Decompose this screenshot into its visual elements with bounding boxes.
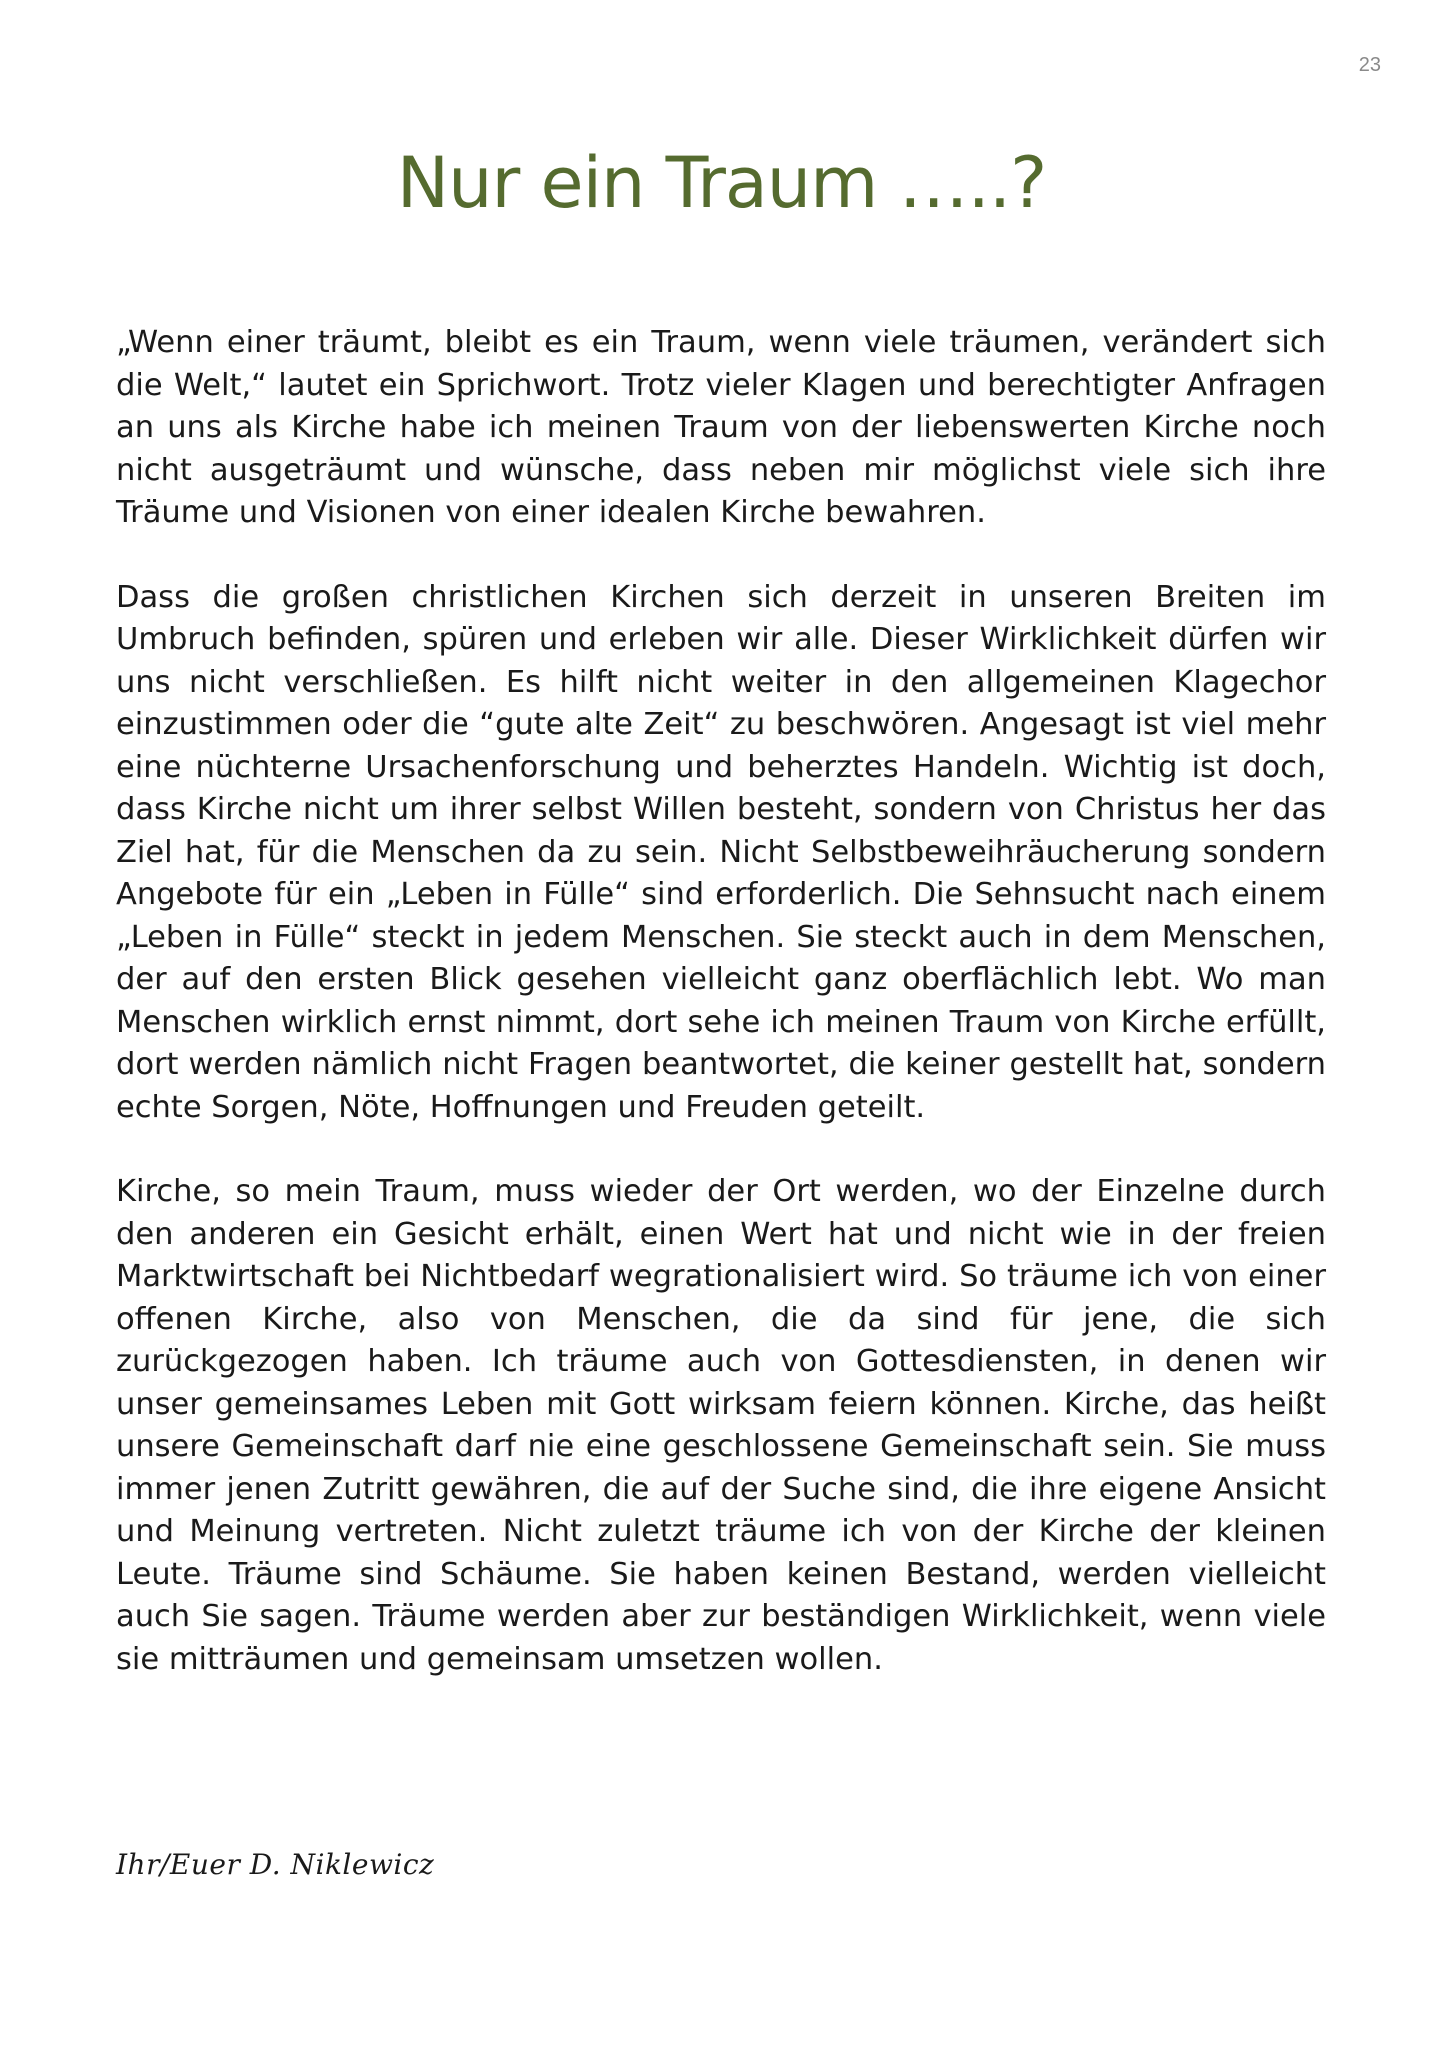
paragraph-2: Dass die großen christlichen Kirchen sich derzeit in unseren Breiten im Umbruch befinden, spüren und erleben wir alle. Dieser Wirklichkeit dürfen wir uns nicht verschließen. Es hilft nicht weiter in den allgemeinen Klagechor einzustimmen oder die “gute alte Zeit“ zu beschwören. Angesagt ist viel mehr eine nüchterne Ursachenforschung und beherztes Handeln. Wichtig ist doch, dass Kirche nicht um ihrer selbst Willen besteht, sondern von Christus her das Ziel hat, für die Menschen da zu sein. Nicht Selbstbeweihräucherung sondern Angebote für ein „Leben in Fülle“ sind erforderlich. Die Sehnsucht nach einem „Leben in Fülle“ steckt in jedem Menschen. Sie steckt auch in dem Menschen, der auf den ersten Blick gesehen vielleicht ganz oberflächlich lebt. Wo man Menschen wirklich ernst nimmt, dort sehe ich meinen Traum von Kirche erfüllt, dort werden nämlich nicht Fragen beantwortet, die keiner gestellt hat, sondern echte Sorgen, Nöte, Hoffnungen und Freuden geteilt. (116, 579, 1326, 1125)
page-number: 23 (1358, 54, 1381, 76)
paragraph-1: „Wenn einer träumt, bleibt es ein Traum, wenn viele träumen, verändert sich die Welt,“ lautet ein Sprichwort. Trotz vieler Klagen und berechtigter Anfragen an uns als Kirche habe ich meinen Traum von der liebenswerten Kirche noch nicht ausgeträumt und wünsche, dass neben mir möglichst viele sich ihre Träume und Visionen von einer idealen Kirche bewahren. (116, 325, 1326, 530)
article-body (116, 322, 1326, 1723)
author-signature: Ihr/Euer D. Niklewicz (116, 1848, 435, 1881)
page-title: Nur ein Traum …..? (396, 142, 1047, 224)
paragraph-3: Kirche, so mein Traum, muss wieder der Ort werden, wo der Einzelne durch den anderen ein Gesicht erhält, einen Wert hat und nicht wie in der freien Marktwirtschaft bei Nichtbedarf wegrationalisiert wird. So träume ich von einer offenen Kirche, also von Menschen, die da sind für jene, die sich zurückgezogen haben. Ich träume auch von Gottesdiensten, in denen wir unser gemeinsames Leben mit Gott wirksam feiern können. Kirche, das heißt unsere Gemeinschaft darf nie eine geschlossene Gemeinschaft sein. Sie muss immer jenen Zutritt gewähren, die auf der Suche sind, die ihre eigene Ansicht und Meinung vertreten. Nicht zuletzt träume ich von der Kirche der kleinen Leute. Träume sind Schäume. Sie haben keinen Bestand, werden vielleicht auch Sie sagen. Träume werden aber zur beständigen Wirklichkeit, wenn viele sie mitträumen und gemeinsam umsetzen wollen. (116, 1174, 1326, 1677)
